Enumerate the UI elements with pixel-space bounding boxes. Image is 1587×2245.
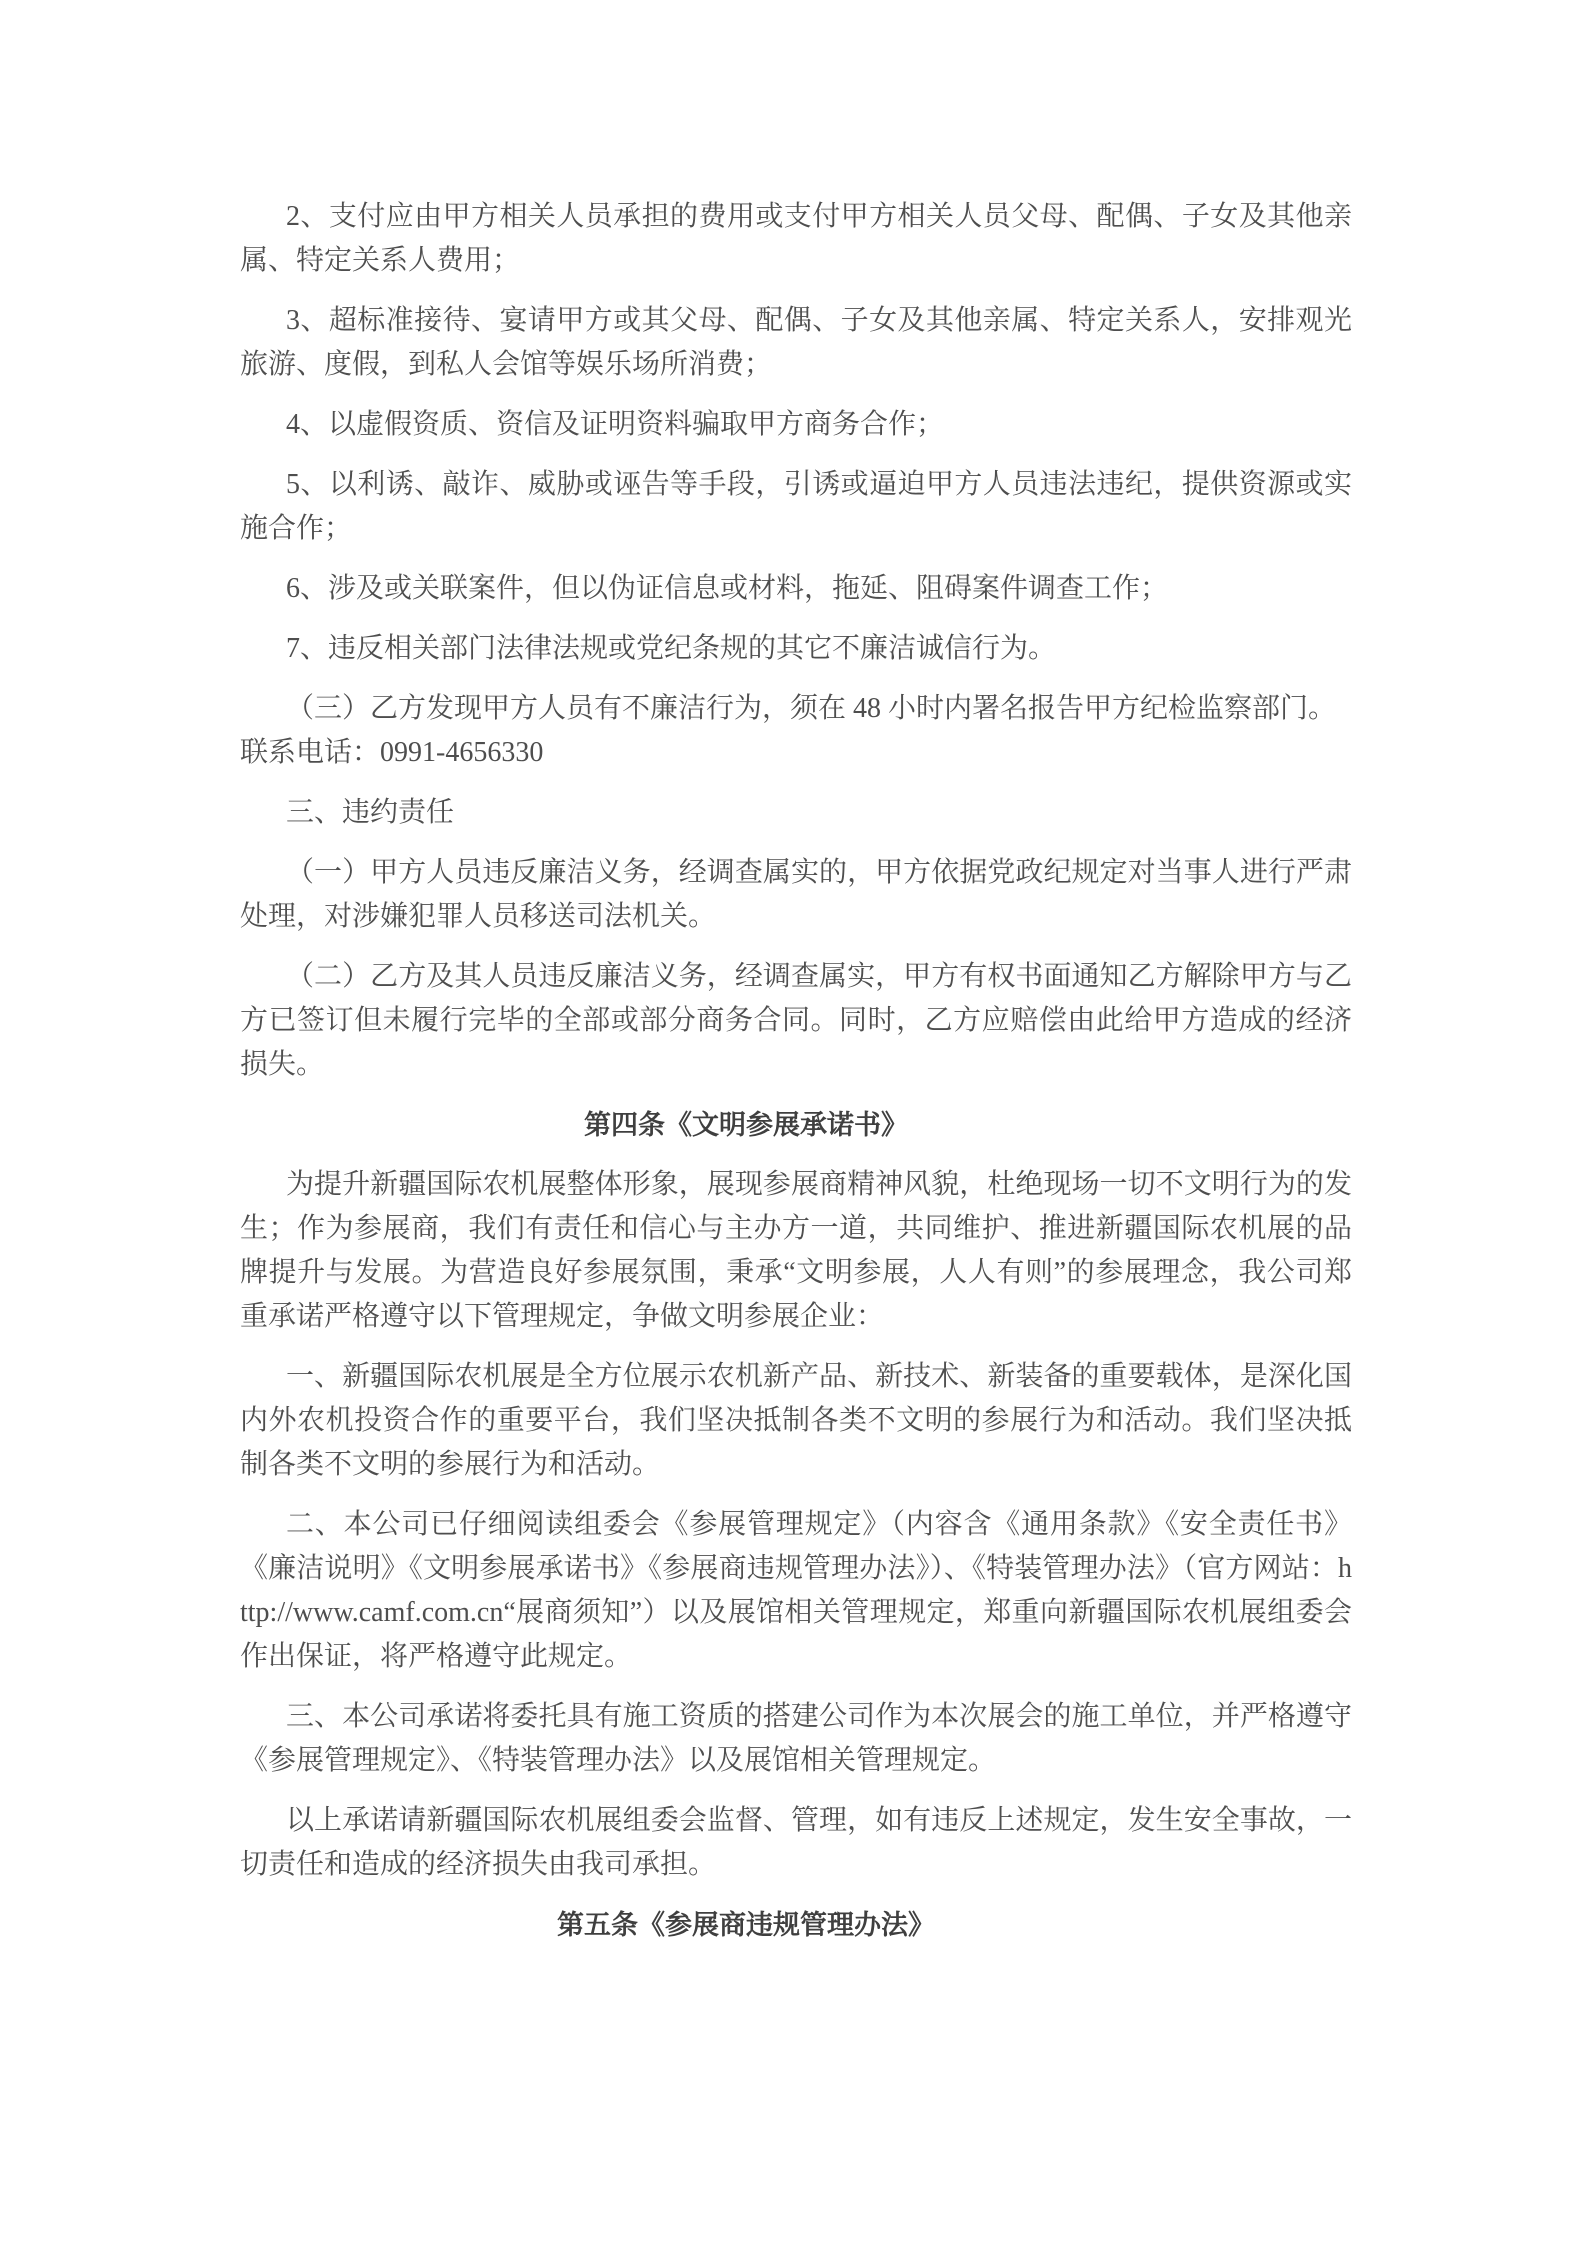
paragraph-clause-3: 3、超标准接待、宴请甲方或其父母、配偶、子女及其他亲属、特定关系人，安排观光旅游、度假，到私人会馆等娱乐场所消费； <box>240 305 1352 380</box>
section-heading-article-4: 第四条《文明参展承诺书》 <box>584 1110 908 1140</box>
paragraph-contact-phone: 联系电话：0991-4656330 <box>240 737 544 768</box>
paragraph-report-obligation: （三）乙方发现甲方人员有不廉洁行为，须在 48 小时内署名报告甲方纪检监察部门。 <box>286 693 1337 724</box>
paragraph-clause-6: 6、涉及或关联案件，但以伪证信息或材料，拖延、阻碍案件调查工作； <box>286 573 1169 604</box>
paragraph-clause-2: 2、支付应由甲方相关人员承担的费用或支付甲方相关人员父母、配偶、子女及其他亲属、特定关系人费用； <box>240 201 1352 276</box>
paragraph-clause-5: 5、以利诱、敲诈、威胁或诬告等手段，引诱或逼迫甲方人员违法违纪，提供资源或实施合作； <box>240 469 1352 544</box>
paragraph-clause-4: 4、以虚假资质、资信及证明资料骗取甲方商务合作； <box>286 409 945 440</box>
paragraph-breach-liability-1: （一）甲方人员违反廉洁义务，经调查属实的，甲方依据党政纪规定对当事人进行严肃处理，对涉嫌犯罪人员移送司法机关。 <box>240 857 1352 932</box>
paragraph-commitment-closing: 以上承诺请新疆国际农机展组委会监督、管理，如有违反上述规定，发生安全事故，一切责任和造成的经济损失由我司承担。 <box>240 1805 1352 1880</box>
paragraph-commitment-3: 三、本公司承诺将委托具有施工资质的搭建公司作为本次展会的施工单位，并严格遵守《参展管理规定》、《特装管理办法》以及展馆相关管理规定。 <box>240 1701 1352 1776</box>
paragraph-breach-liability-title: 三、违约责任 <box>286 797 455 828</box>
paragraph-civilized-exhibition-intro: 为提升新疆国际农机展整体形象，展现参展商精神风貌，杜绝现场一切不文明行为的发生；作为参展商，我们有责任和信心与主办方一道，共同维护、推进新疆国际农机展的品牌提升与发展。为营造良好参展氛围，秉承“文明参展，人人有则”的参展理念，我公司郑重承诺严格遵守以下管理规定，争做文明参展企业： <box>240 1169 1352 1332</box>
paragraph-commitment-2: 二、本公司已仔细阅读组委会《参展管理规定》（内容含《通用条款》《安全责任书》《廉洁说明》《文明参展承诺书》《参展商违规管理办法》）、《特装管理办法》（官方网站：http://www.camf.com.cn“展商须知”）以及展馆相关管理规定，郑重向新疆国际农机展组委会作出保证，将严格遵守此规定。 <box>240 1509 1352 1672</box>
paragraph-commitment-1: 一、新疆国际农机展是全方位展示农机新产品、新技术、新装备的重要载体，是深化国内外农机投资合作的重要平台，我们坚决抵制各类不文明的参展行为和活动。我们坚决抵制各类不文明的参展行为和活动。 <box>240 1361 1352 1480</box>
paragraph-breach-liability-2: （二）乙方及其人员违反廉洁义务，经调查属实，甲方有权书面通知乙方解除甲方与乙方已签订但未履行完毕的全部或部分商务合同。同时，乙方应赔偿由此给甲方造成的经济损失。 <box>240 961 1352 1080</box>
section-heading-article-5: 第五条《参展商违规管理办法》 <box>557 1910 935 1940</box>
paragraph-clause-7: 7、违反相关部门法律法规或党纪条规的其它不廉洁诚信行为。 <box>286 633 1057 664</box>
